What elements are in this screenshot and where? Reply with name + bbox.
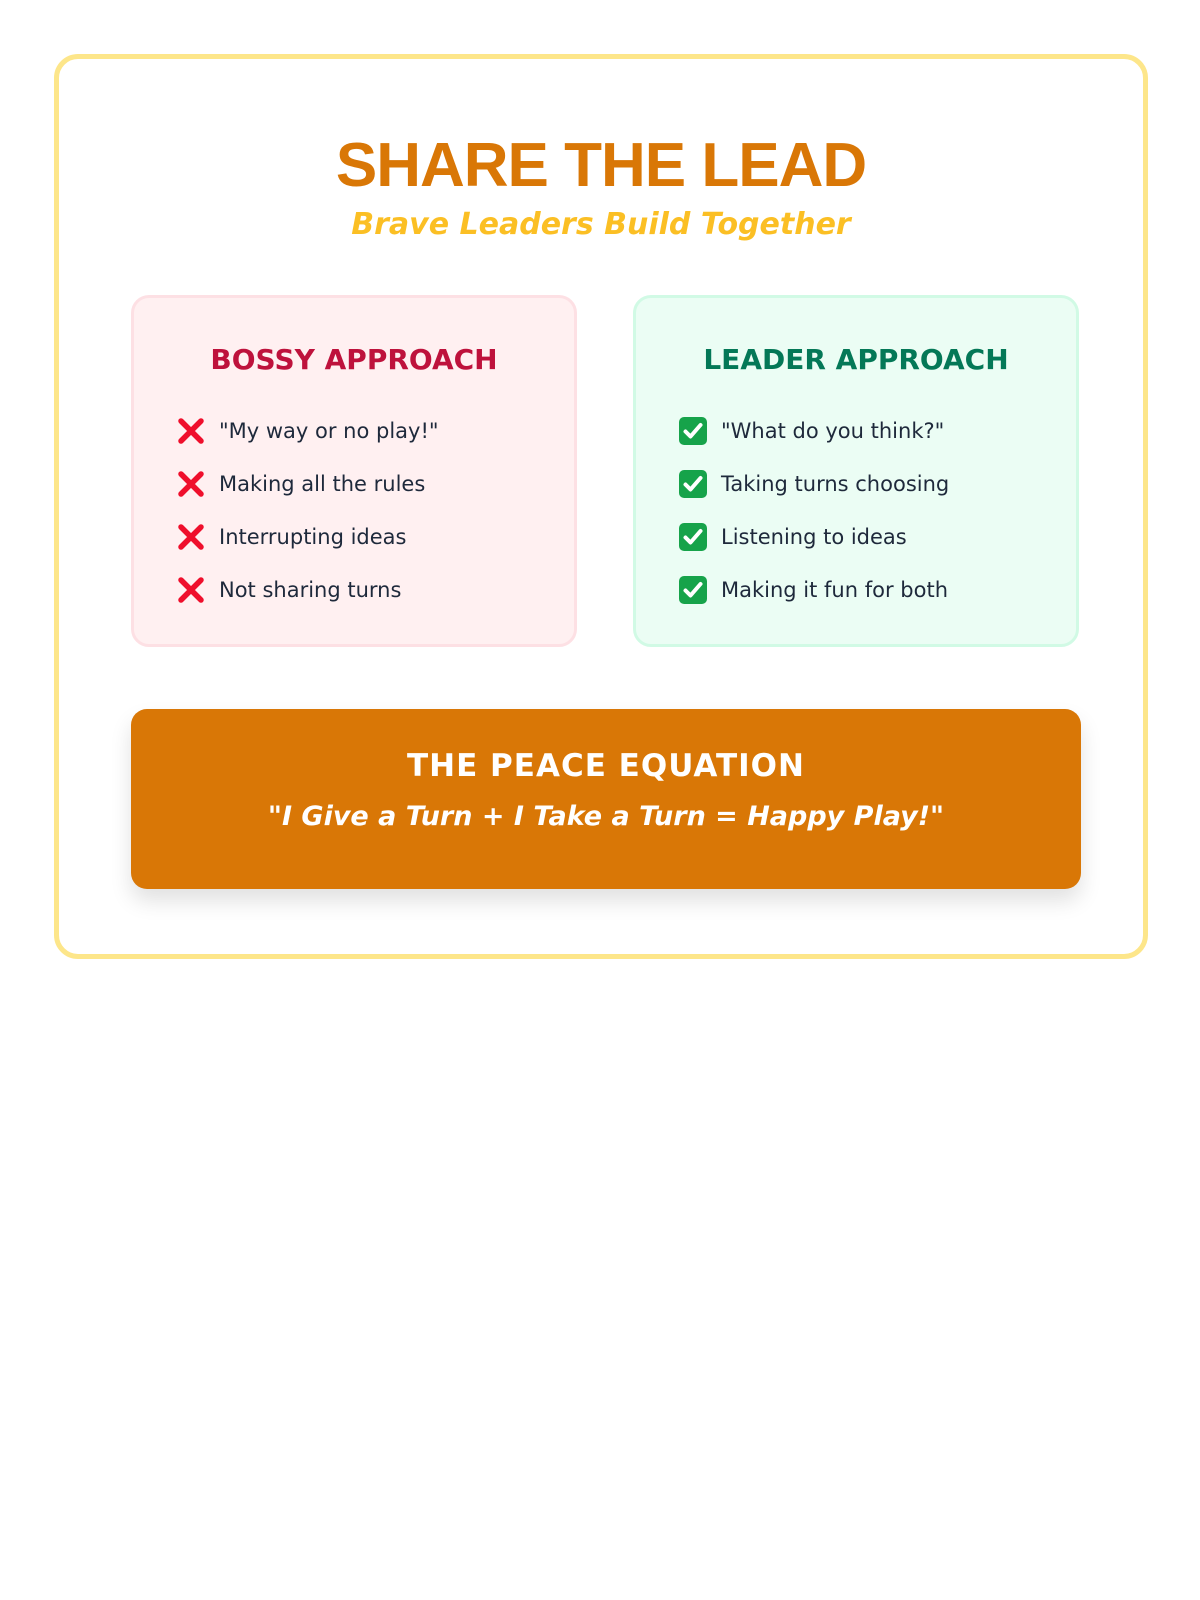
bossy-approach-title: BOSSY APPROACH [210,343,498,376]
bossy-item [176,563,574,616]
poster-card [54,54,1148,959]
leader-item [678,404,1076,457]
check-mark-icon [678,416,708,446]
bossy-item-text: Making all the rules [219,471,426,496]
header [59,131,1143,245]
leader-item [678,563,1076,616]
peace-equation-title: THE PEACE EQUATION [407,748,805,784]
page-title: SHARE THE LEAD [335,131,867,200]
peace-equation-banner [131,709,1081,889]
bossy-item-text: Interrupting ideas [219,524,407,549]
leader-approach-title: LEADER APPROACH [703,343,1009,376]
leader-item [678,510,1076,563]
leader-item-text: Taking turns choosing [721,471,950,496]
bossy-item [176,404,574,457]
leader-item-text: "What do you think?" [721,418,945,443]
cross-mark-icon [176,575,206,605]
leader-item [678,457,1076,510]
page-subtitle: Brave Leaders Build Together [351,207,851,242]
bossy-item-text: Not sharing turns [219,577,402,602]
leader-item-text: Listening to ideas [721,524,907,549]
bossy-approach-panel [131,295,577,647]
check-mark-icon [678,469,708,499]
bossy-item [176,510,574,563]
bossy-item-text: "My way or no play!" [219,418,439,443]
peace-equation-quote: "I Give a Turn + I Take a Turn = Happy Play!" [267,801,945,832]
bossy-item [176,457,574,510]
leader-approach-panel [633,295,1079,647]
check-mark-icon [678,522,708,552]
cross-mark-icon [176,522,206,552]
check-mark-icon [678,575,708,605]
cross-mark-icon [176,469,206,499]
leader-item-text: Making it fun for both [721,577,949,602]
cross-mark-icon [176,416,206,446]
